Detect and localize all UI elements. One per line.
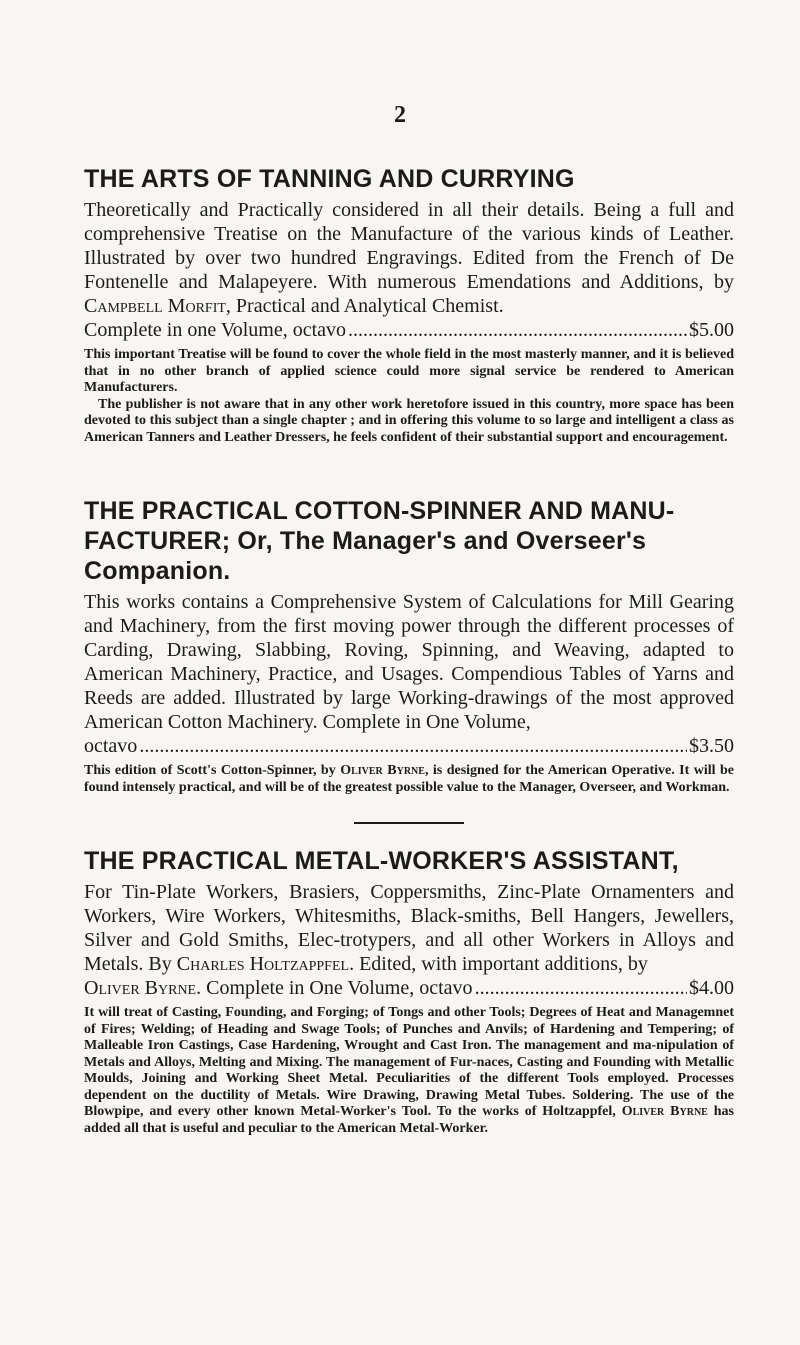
entry-description: This works contains a Comprehensive System of Calculations for Mill Gearing and Machinery, from the first moving power through the different processes of Carding, Drawing, Slabbing, Roving, Spinning, and Weaving, adapted to American Machinery, Practice, and Usages. Compendious Tables of Yarns and Reeds are added. Illustrated by large Working-drawings of the most approved American Cotton Machinery. Complete in One Volume, bbox=[84, 591, 734, 733]
price-line bbox=[84, 318, 734, 342]
leader-dots bbox=[139, 734, 687, 758]
page-number: 2 bbox=[394, 102, 406, 128]
author-name: Charles Holtzappfel bbox=[176, 953, 350, 975]
price-lead-text bbox=[84, 976, 473, 1000]
note-paragraph: This important Treatise will be found to cover the whole field in the most masterly manner, and it is believed that in no other branch of applied science could more signal service be rendered to American Manufacturers. bbox=[84, 347, 734, 395]
catalog-entry-tanning bbox=[84, 164, 734, 446]
note-text: , is designed for the American Operative. It will be found intensely practical, and will be of the greatest possible value to the Manager, Overseer, and Workman. bbox=[84, 763, 735, 795]
entry-title: THE ARTS OF TANNING AND CURRYING bbox=[84, 165, 575, 193]
entry-note bbox=[84, 763, 734, 796]
entry-title: THE PRACTICAL METAL-WORKER'S ASSISTANT, bbox=[84, 847, 679, 875]
leader-dots bbox=[348, 318, 687, 342]
price-line bbox=[84, 976, 734, 1000]
price-lead-rest: . Complete in One Volume, octavo bbox=[196, 977, 473, 999]
leader-dots bbox=[475, 976, 687, 1000]
author-name: Oliver Byrne bbox=[621, 1104, 708, 1119]
description-text: . Edited, with important additions, by bbox=[349, 953, 648, 975]
entry-description bbox=[84, 198, 734, 318]
author-name: Oliver Byrne bbox=[84, 977, 197, 999]
entry-note bbox=[84, 1005, 734, 1137]
description-text: Theoretically and Practically considered in all their details. Being a full and comprehensive Treatise on the Manufacture of the various kinds of Leather. Illustrated by over two hundred Engravings. Edited from the French of De Fontenelle and Malapeyere. With numerous Emendations and Additions, by bbox=[84, 199, 734, 293]
author-name: Oliver Byrne bbox=[340, 763, 425, 778]
title-main: THE PRACTICAL COTTON-SPINNER AND MANU-FACTURER; bbox=[84, 497, 675, 555]
catalog-entry-cotton-spinner bbox=[84, 496, 734, 824]
catalog-entry-metal-worker bbox=[84, 846, 734, 1137]
entry-title bbox=[84, 496, 734, 586]
note-text: This edition of Scott's Cotton-Spinner, by bbox=[84, 763, 336, 778]
price: $3.50 bbox=[689, 735, 734, 757]
note-text: It will treat of Casting, Founding, and Forging; of Tongs and other Tools; Degrees of Heat and Managemnet of Fires; Welding; of Heading and Swage Tools; of Punches and Anvils; of Hardening and Tempering; of Malleable Iron Castings, Case Hardening, Wrought and Cast Iron. The management and ma-nipulation of Metals and Alloys, Melting and Mixing. The management of Fur-naces, Casting and Founding with Metallic Moulds, Joining and Working Sheet Metal. Peculiarities of the different Tools employed. Processes dependent on the ductility of Metals. Wire Drawing, Drawing Metal Tubes. Soldering. The use of the Blowpipe, and every other known Metal-Worker's Tool. To the works of Holtzappfel, bbox=[84, 1005, 734, 1119]
section-divider bbox=[354, 822, 464, 824]
entry-description bbox=[84, 880, 734, 976]
description-text: For Tin-Plate Workers, Brasiers, Coppersmiths, Zinc-Plate Ornamenters and Workers, Wire Workers, Whitesmiths, Black-smiths, Bell Hangers, Jewellers, Silver and Gold Smiths, Elec-trotypers, and all other Workers in Alloys and Metals. By bbox=[84, 881, 734, 975]
price-lead-text: Complete in one Volume, octavo bbox=[84, 319, 347, 341]
price-line bbox=[84, 734, 734, 758]
note-paragraph: The publisher is not aware that in any other work heretofore issued in this country, more space has been devoted to this subject than a single chapter ; and in offering this volume to so large and intelligent a class as American Tanners and Leather Dressers, he feels confident of their substantial support and encouragement. bbox=[84, 396, 734, 445]
note-paragraph bbox=[84, 1005, 734, 1137]
author-name: Campbell Morfit bbox=[84, 295, 226, 317]
note-paragraph bbox=[84, 763, 734, 796]
note-text: has added all that is useful and peculiar to the American Metal-Worker. bbox=[84, 1104, 734, 1136]
description-text: , Practical and Analytical Chemist. bbox=[225, 295, 504, 317]
entry-note bbox=[84, 347, 734, 446]
price-lead-text: octavo bbox=[84, 735, 138, 757]
price: $5.00 bbox=[689, 319, 734, 341]
price: $4.00 bbox=[689, 977, 734, 999]
title-subtitle: Or, The Manager's and Overseer's Companion. bbox=[84, 527, 647, 585]
